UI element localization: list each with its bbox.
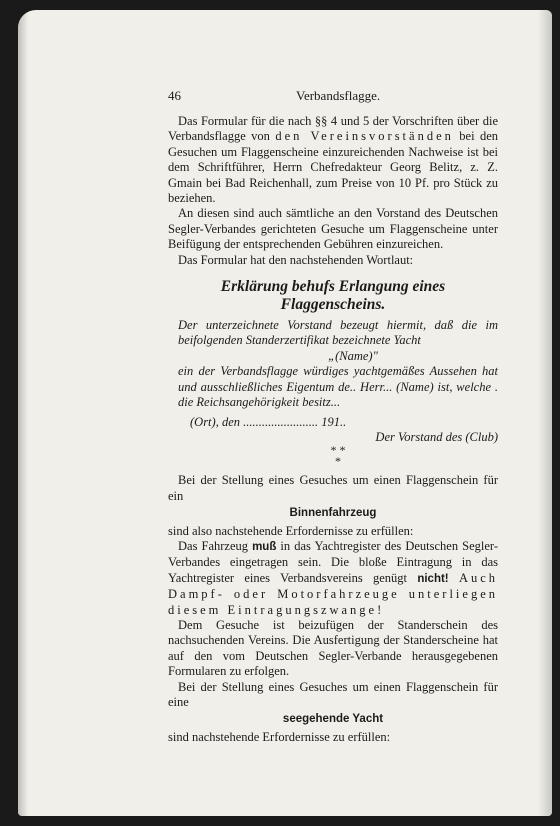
stars-top: * * (330, 443, 346, 458)
stars-bottom: * (335, 454, 341, 469)
paragraph-wortlaut: Das Formular hat den nachstehenden Wortlaut: (178, 252, 414, 267)
paragraph-fahrzeug (168, 539, 498, 618)
form-name: „(Name)" (328, 348, 378, 363)
form-title: Erklärung behufs Erlangung eines Flaggenscheins. (220, 278, 446, 314)
paragraph-erfordernisse-1: sind also nachstehende Erfordernisse zu erfüllen: (168, 523, 414, 538)
paragraph-binnen-intro: Bei der Stellung eines Gesuches um einen Flaggenschein für ein (168, 473, 498, 503)
text: Das Fahrzeug (178, 538, 253, 553)
paragraph-formular (168, 114, 498, 206)
paragraph-gesuche: An diesen sind auch sämtliche an den Vorstand des Deutschen Segler-Verbandes gerichteten Gesuche um Flaggenscheine unter Beifügung der entsprechenden Gebühren einzureichen. (168, 206, 498, 252)
paragraph-erfordernisse-2: sind nachstehende Erfordernisse zu erfüllen: (168, 729, 391, 744)
spaced-text: den Vereinsvorständen (275, 129, 454, 144)
text: bei den Gesuchen um Flaggenscheine einzureichenden Nachweise ist bei dem Schriftführer, Herrn Chefredakteur Georg Belitz, z. Z. Gmain bei Bad Reichenhall, zum Preise von 10 Pf. pro Stück zu beziehen. (168, 129, 499, 206)
section-divider (168, 445, 498, 467)
bold-text: muß (252, 540, 277, 553)
heading-seegehende-yacht: seegehende Yacht (282, 713, 384, 726)
text: in das Yachtregister des Deutschen Segler-Verbandes eingetragen sein. Die bloße Eintragung in das Yachtregister eines Verbandsvereins genügt (168, 538, 498, 585)
paragraph-see-intro: Bei der Stellung eines Gesuches um einen Flaggenschein für eine (168, 679, 498, 709)
page-gutter-shadow (18, 10, 28, 816)
page-edge-shadow (538, 10, 552, 816)
page-content (168, 88, 498, 745)
spaced-text: Auch Dampf- oder Motorfahrzeuge unterliegen diesem Eintragungszwange! (168, 570, 499, 617)
form-place-date: (Ort), den ........................ 191.. (190, 414, 347, 429)
text: Das Formular für die nach §§ 4 und 5 der Vorschriften über die Verbandsflagge von (168, 114, 498, 144)
page-number: 46 (168, 88, 181, 103)
bold-text: nicht! (417, 572, 449, 585)
book-page (18, 10, 552, 816)
running-title: Verbandsflagge. (296, 88, 381, 103)
form-signature: Der Vorstand des (Club) (375, 429, 498, 444)
form-text-2: ein der Verbandsflagge würdiges yachtgemäßes Aussehen hat und ausschließliches Eigentum de.. Herr... (Name) ist, welche . die Reichsangehörigkeit besitz... (178, 364, 498, 410)
heading-binnenfahrzeug: Binnenfahrzeug (289, 507, 377, 520)
page-header (168, 88, 498, 114)
text (449, 571, 459, 585)
form-text-1: Der unterzeichnete Vorstand bezeugt hiermit, daß die im beifolgenden Standerzertifikat bezeichnete Yacht (178, 318, 498, 348)
paragraph-standerschein: Dem Gesuche ist beizufügen der Standerschein des nachsuchenden Vereins. Die Ausfertigung der Standerscheine hat auf den vom Deutschen Segler-Verbande herausgegebenen Formularen zu erfolgen. (168, 617, 498, 679)
